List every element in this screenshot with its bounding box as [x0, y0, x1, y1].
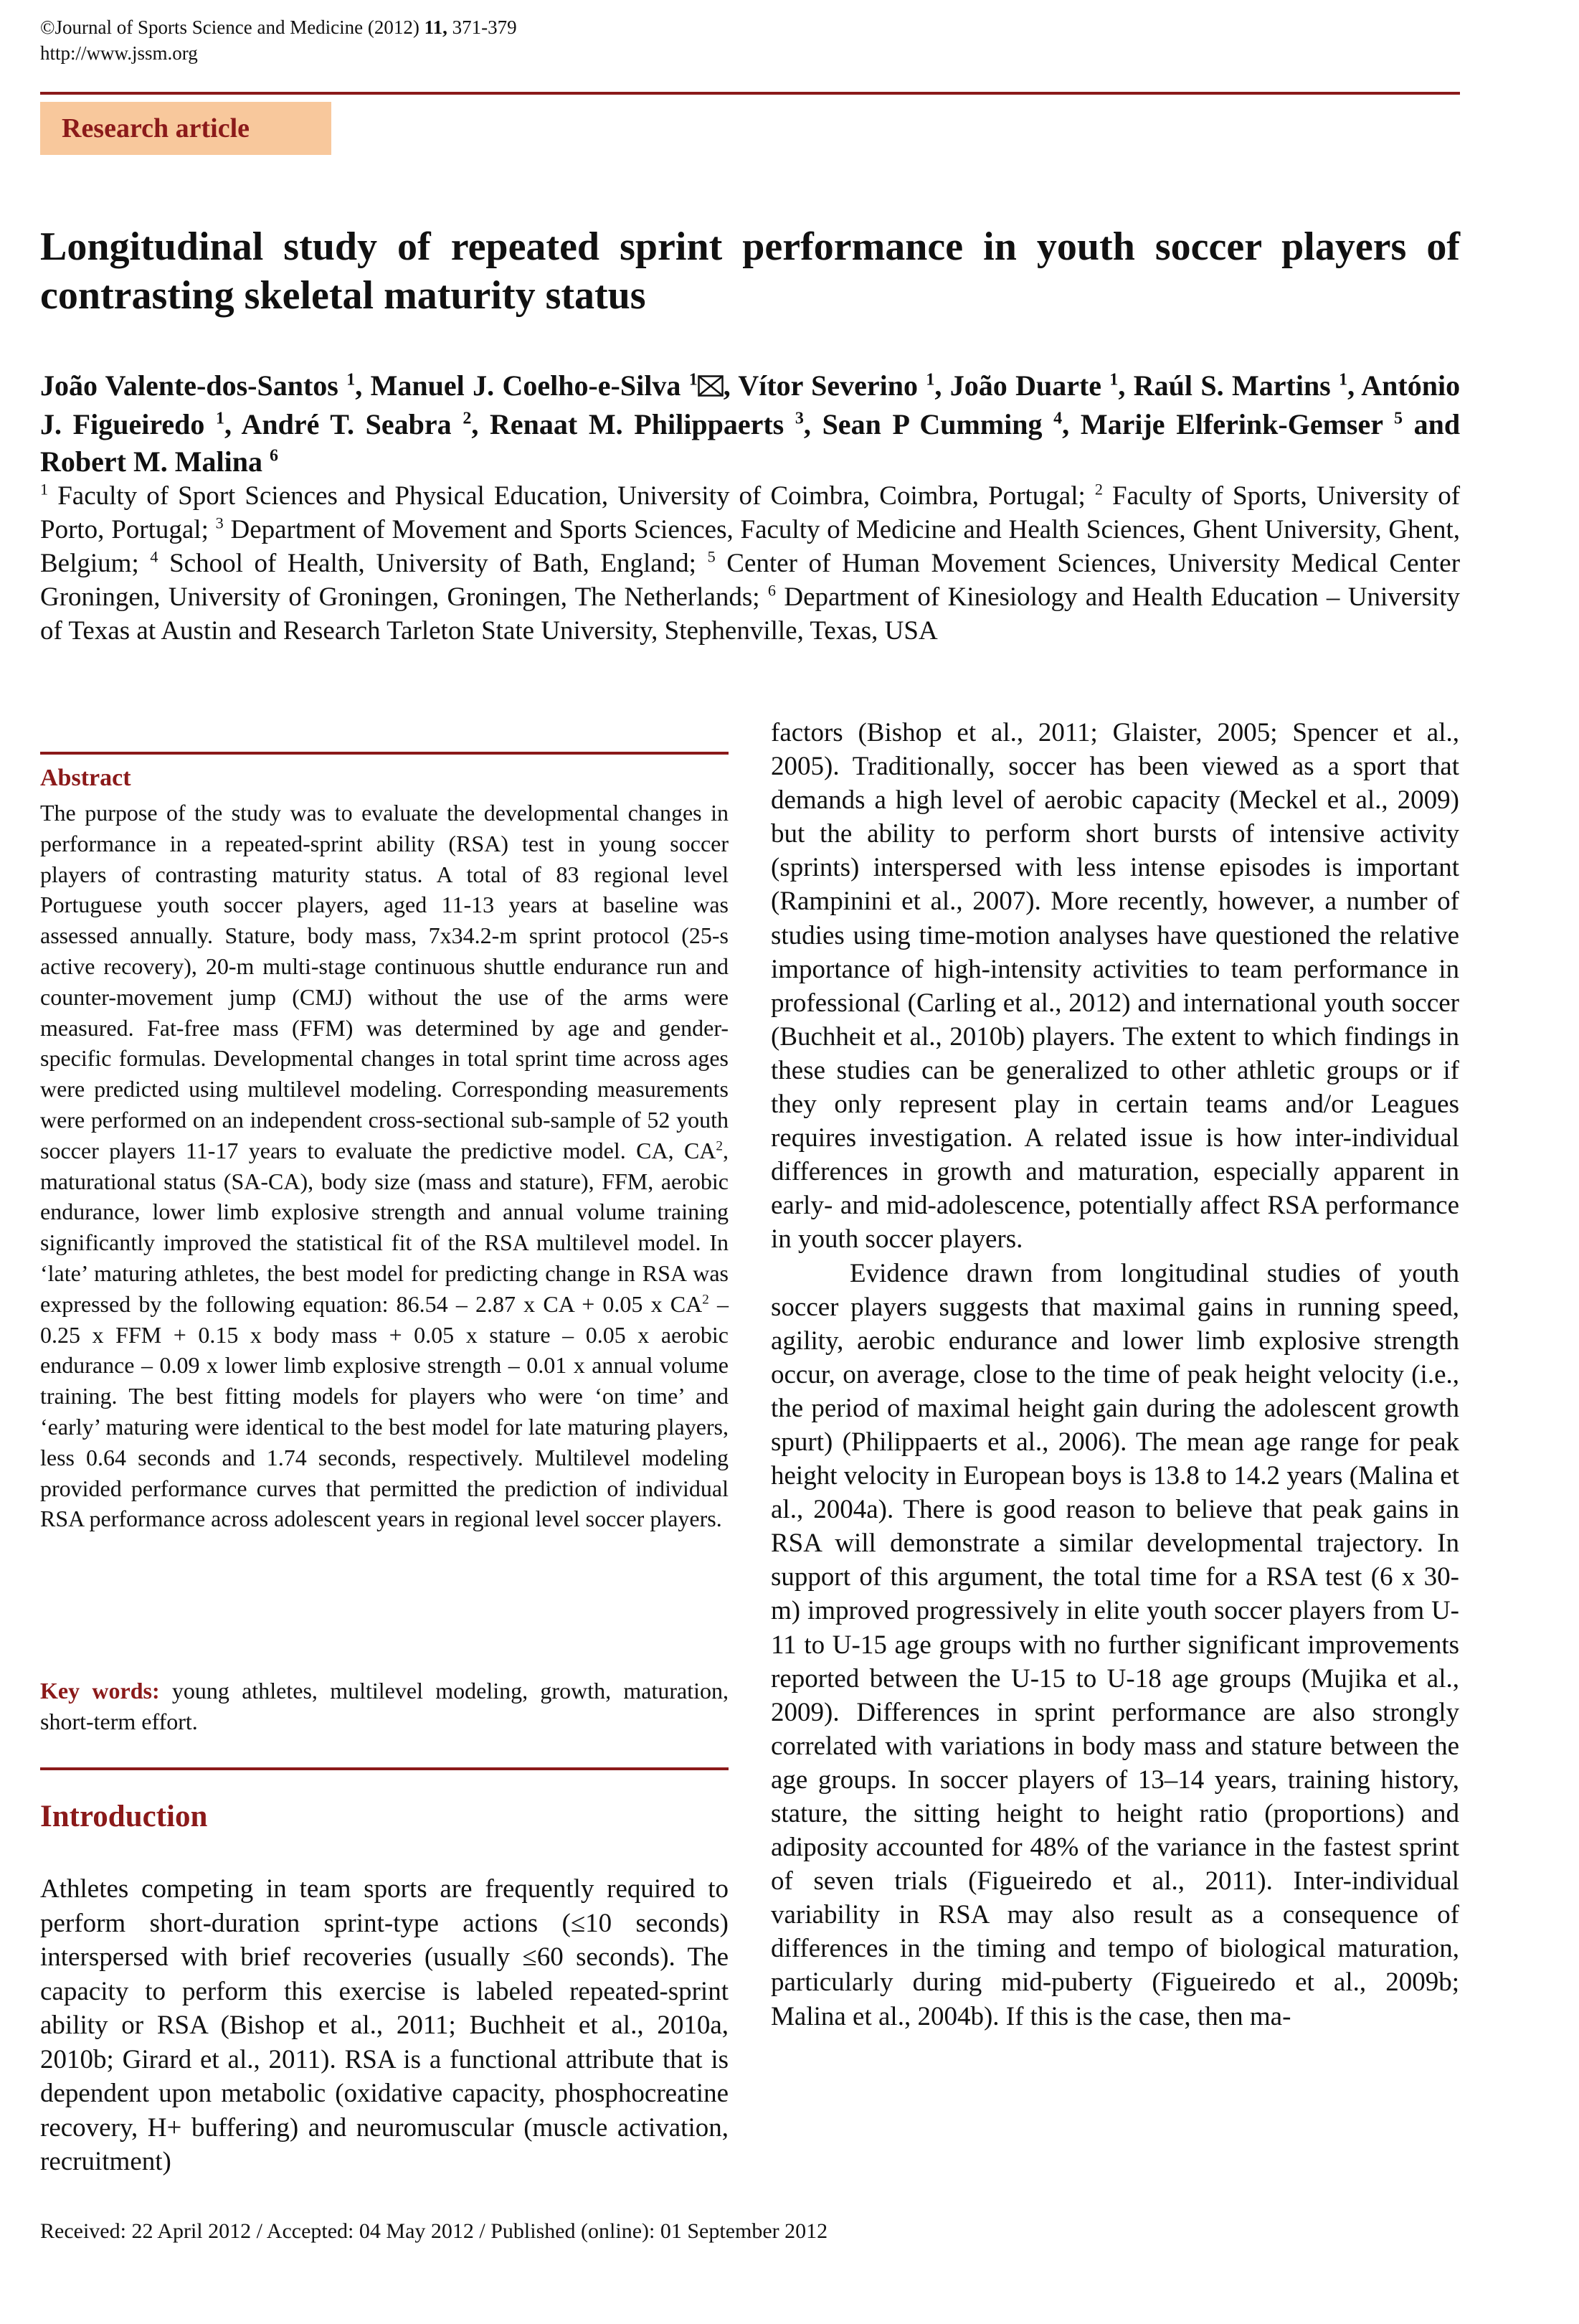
journal-pages: 371-379 [452, 16, 517, 38]
author-separator: , [224, 408, 242, 440]
publication-dates: Received: 22 April 2012 / Accepted: 04 May 2012 / Published (online): 01 September 2012 [40, 2219, 828, 2243]
affiliation-text: Department of Kinesiology and Health Education – University of Texas at Austin and Research Tarleton State University, Stephenville, Texas, USA [40, 582, 1460, 646]
author-name: João Duarte [949, 369, 1102, 402]
affiliation-text: Center of Human Movement Sciences, University Medical Center Groningen, University of Groningen, Groningen, The Netherlands; [40, 549, 1461, 612]
affiliation-number: 3 [215, 514, 224, 532]
author-affiliation-number: 4 [1053, 409, 1063, 428]
author-separator: , [1118, 369, 1134, 402]
author-separator: , [471, 408, 490, 440]
author-separator: , [1062, 408, 1081, 440]
keywords-text: young athletes, multilevel modeling, growth, maturation, short-term effort. [40, 1678, 729, 1734]
introduction-left-text: Athletes competing in team sports are frequently required to perform short-duration sprint-type actions (≤10 seconds) interspersed with brief recoveries (usually ≤60 seconds). The capacity to perform this exercise is labeled repeated-sprint ability or RSA (Bishop et al., 2011; Buchheit et al., 2010a, 2010b; Girard et al., 2011). RSA is a functional attribute that is dependent upon metabolic (oxidative capacity, phosphocreatine recovery, H+ buffering) and neuromuscular (muscle activation, recruitment) [40, 1874, 729, 2176]
journal-citation: ©Journal of Sports Science and Medicine (2012) [40, 16, 419, 38]
author-name: Renaat M. Philippaerts [490, 408, 784, 440]
author-affiliation-number: 1 [1339, 370, 1348, 389]
keywords-bottom-divider [40, 1767, 729, 1770]
header-divider [40, 92, 1460, 95]
superscript: 2 [716, 1138, 723, 1154]
author-affiliation-number: 1 [346, 370, 356, 389]
author-affiliation-number: 3 [795, 409, 804, 428]
paragraph: Evidence drawn from longitudinal studies of youth soccer players suggests that maximal gains in running speed, agility, aerobic endurance and lower limb explosive strength occur, on average, close to the time of peak height velocity (i.e., the period of maximal height gain during the adolescent growth spurt) (Philippaerts et al., 2006). The mean age range for peak height velocity in European boys is 13.8 to 14.2 years (Malina et al., 2004a). There is good reason to believe that peak gains in RSA will demonstrate a similar developmental trajectory. In support of this argument, the total time for a RSA test (6 x 30-m) improved progressively in elite youth soccer players from U-11 to U-15 age groups with no further significant improvements reported between the U-15 to U-18 age groups (Mujika et al., 2009). Differences in sprint performance are also strongly correlated with variations in body mass and stature between the age groups. In soccer players of 13–14 years, training history, stature, the sitting height to height ratio (proportions) and adiposity accounted for 48% of the variance in the fastest sprint of seven trials (Figueiredo et al., 2011). Inter-individual variability in RSA may also result as a consequence of differences in the timing and tempo of biological maturation, particularly during mid-puberty (Figueiredo et al., 2009b; Malina et al., 2004b). If this is the case, then ma- [771, 1258, 1459, 2031]
author-affiliation-number: 6 [269, 446, 278, 466]
article-title: Longitudinal study of repeated sprint performance in youth soccer players of contrasting skeletal maturity status [40, 225, 1460, 318]
author-affiliation-number: 1 [216, 409, 225, 428]
author-list [40, 367, 1460, 481]
author-separator: , [1347, 369, 1362, 402]
author-name: Raúl S. Martins [1133, 369, 1331, 402]
affiliation-text: Faculty of Sports, University of Porto, Portugal; [40, 481, 1461, 544]
affiliation-number: 4 [150, 547, 158, 566]
affiliation-number: 6 [767, 581, 777, 600]
author-separator: , [934, 369, 950, 402]
author-name: André T. Seabra [241, 408, 452, 440]
right-column [771, 716, 1459, 2034]
author-affiliation-number: 1 [688, 370, 698, 389]
envelope-icon[interactable] [698, 369, 724, 406]
affiliation-text: Faculty of Sport Sciences and Physical Education, University of Coimbra, Coimbra, Portugal; [57, 481, 1095, 511]
author-name: Sean P Cumming [822, 408, 1043, 440]
article-type-badge [40, 102, 331, 155]
author-separator: , [355, 369, 371, 402]
abstract-part-1: The purpose of the study was to evaluate the developmental changes in performance in a repeated-sprint ability (RSA) test in young soccer players of contrasting maturity status. A total of 83 regional level Portuguese youth soccer players, aged 11-13 years at baseline was assessed annually. Stature, body mass, 7x34.2-m sprint protocol (25-s active recovery), 20-m multi-stage continuous shuttle endurance run and counter-movement jump (CMJ) without the use of the arms were measured. Fat-free mass (FFM) was determined by age and gender-specific formulas. Developmental changes in total sprint time across ages were predicted using multilevel modeling. Corresponding measurements were performed on an independent cross-sectional sub-sample of 52 youth soccer players 11-17 years to evaluate the predictive model. CA, CA [40, 800, 729, 1163]
author-separator: , [723, 369, 739, 402]
author-separator: and [1402, 408, 1461, 440]
author-name: António J. Figueiredo [40, 369, 1461, 440]
author-name: Manuel J. Coelho-e-Silva [370, 369, 681, 402]
affiliation-text: School of Health, University of Bath, England; [169, 549, 708, 578]
abstract-text [40, 798, 729, 1534]
paragraph: factors (Bishop et al., 2011; Glaister, 2005; Spencer et al., 2005). Traditionally, soccer has been viewed as a sport that demands a high level of aerobic capacity (Meckel et al., 2009) but the ability to perform short bursts of intensive activity (sprints) interspersed with less intense episodes is important (Rampinini et al., 2007). More recently, however, a number of studies using time-motion analyses have questioned the relative importance of high-intensity activities to team performance in professional (Carling et al., 2012) and international youth soccer (Buchheit et al., 2010b) players. The extent to which findings in these studies can be generalized to other athletic groups or if they only represent play in certain teams and/or Leagues requires investigation. A related issue is how inter-individual differences in growth and maturation, especially apparent in early- and mid-adolescence, potentially affect RSA performance in youth soccer players. [771, 718, 1459, 1255]
author-affiliation-number: 2 [463, 409, 472, 428]
abstract-heading: Abstract [40, 765, 131, 791]
affiliation-number: 5 [707, 547, 716, 566]
abstract-top-divider [40, 752, 729, 755]
author-affiliation-number: 1 [926, 370, 935, 389]
author-separator: , [803, 408, 822, 440]
affiliation-list [40, 479, 1460, 648]
keywords [40, 1676, 729, 1737]
journal-url[interactable]: http://www.jssm.org [40, 42, 198, 64]
introduction-heading: Introduction [40, 1800, 208, 1833]
superscript: 2 [702, 1292, 709, 1308]
author-affiliation-number: 1 [1109, 370, 1119, 389]
abstract-part-2: , maturational status (SA-CA), body size (mass and stature), FFM, aerobic endurance, lower limb explosive strength and annual volume training significantly improved the statistical fit of the RSA multilevel model. In ‘late’ maturing athletes, the best model for predicting change in RSA was expressed by the following equation: 86.54 – 2.87 x CA + 0.05 x CA [40, 1137, 729, 1317]
author-name: Marije Elferink-Gemser [1080, 408, 1383, 440]
article-type-label: Research article [62, 113, 250, 143]
affiliation-number: 2 [1094, 480, 1103, 499]
journal-header [40, 14, 517, 66]
author-affiliation-number: 5 [1393, 409, 1403, 428]
author-name: Robert M. Malina [40, 445, 262, 478]
author-name: Vítor Severino [738, 369, 918, 402]
abstract-part-3: – 0.25 x FFM + 0.15 x body mass + 0.05 x stature – 0.05 x aerobic endurance – 0.09 x lower limb explosive strength – 0.01 x annual volume training. The best fitting models for players who were ‘on time’ and ‘early’ maturing were identical to the best model for late maturing players, less 0.64 seconds and 1.74 seconds, respectively. Multilevel modeling provided performance curves that permitted the prediction of individual RSA performance across adolescent years in regional level soccer players. [40, 1290, 729, 1532]
keywords-label: Key words: [40, 1678, 160, 1704]
affiliation-number: 1 [40, 480, 49, 499]
journal-volume: 11, [424, 16, 447, 38]
affiliation-text: Department of Movement and Sports Sciences, Faculty of Medicine and Health Sciences, Ghent University, Ghent, Belgium; [40, 515, 1461, 578]
author-name: João Valente-dos-Santos [40, 369, 338, 402]
